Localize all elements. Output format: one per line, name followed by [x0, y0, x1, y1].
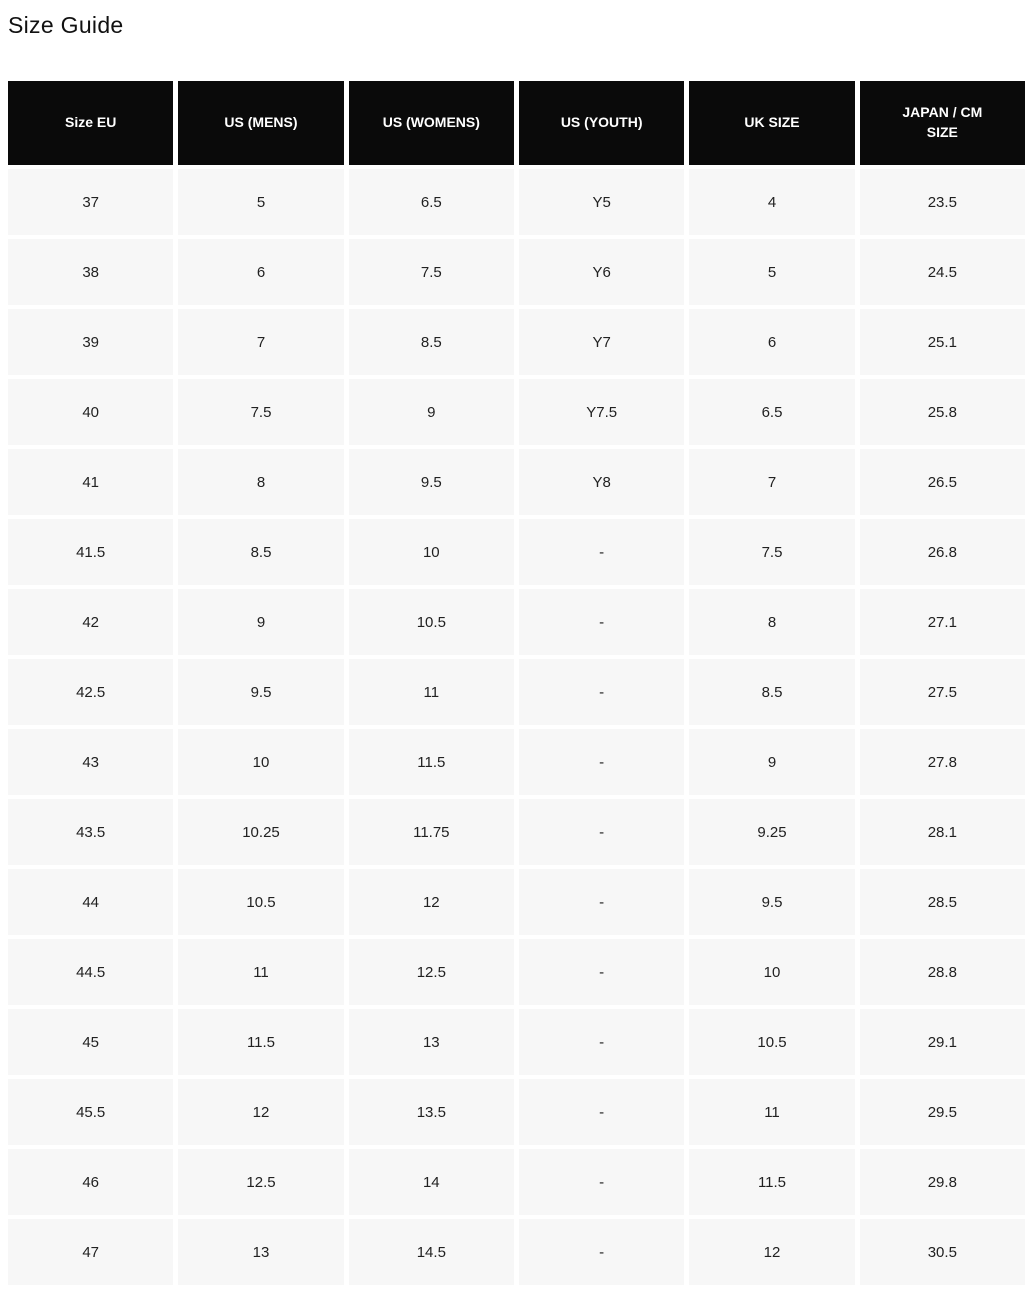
cell-us-womens: 14	[349, 1149, 514, 1215]
cell-us-youth: -	[519, 1079, 684, 1145]
cell-us-mens: 10	[178, 729, 343, 795]
cell-us-womens: 14.5	[349, 1219, 514, 1285]
cell-us-womens: 10	[349, 519, 514, 585]
cell-us-youth: -	[519, 659, 684, 725]
cell-size-eu: 44	[8, 869, 173, 935]
cell-us-mens: 10.25	[178, 799, 343, 865]
cell-us-youth: Y5	[519, 169, 684, 235]
cell-uk-size: 7	[689, 449, 854, 515]
cell-us-mens: 5	[178, 169, 343, 235]
cell-uk-size: 11	[689, 1079, 854, 1145]
cell-uk-size: 6	[689, 309, 854, 375]
cell-size-eu: 45.5	[8, 1079, 173, 1145]
column-header-us-womens: US (WOMENS)	[349, 81, 514, 165]
cell-us-youth: -	[519, 869, 684, 935]
cell-size-eu: 40	[8, 379, 173, 445]
cell-uk-size: 12	[689, 1219, 854, 1285]
cell-uk-size: 9	[689, 729, 854, 795]
cell-size-eu: 47	[8, 1219, 173, 1285]
cell-size-eu: 42	[8, 589, 173, 655]
cell-japan-cm-size: 25.1	[860, 309, 1025, 375]
cell-japan-cm-size: 28.8	[860, 939, 1025, 1005]
cell-size-eu: 41	[8, 449, 173, 515]
page-title: Size Guide	[8, 12, 124, 38]
cell-us-youth: -	[519, 1219, 684, 1285]
cell-us-mens: 13	[178, 1219, 343, 1285]
cell-us-mens: 11.5	[178, 1009, 343, 1075]
cell-us-womens: 6.5	[349, 169, 514, 235]
cell-us-mens: 11	[178, 939, 343, 1005]
cell-uk-size: 4	[689, 169, 854, 235]
cell-us-mens: 12	[178, 1079, 343, 1145]
cell-japan-cm-size: 25.8	[860, 379, 1025, 445]
cell-us-womens: 12	[349, 869, 514, 935]
cell-japan-cm-size: 29.8	[860, 1149, 1025, 1215]
cell-us-youth: -	[519, 799, 684, 865]
cell-us-womens: 13	[349, 1009, 514, 1075]
cell-us-youth: Y8	[519, 449, 684, 515]
cell-us-youth: -	[519, 519, 684, 585]
cell-uk-size: 6.5	[689, 379, 854, 445]
cell-size-eu: 38	[8, 239, 173, 305]
cell-japan-cm-size: 28.5	[860, 869, 1025, 935]
cell-us-mens: 10.5	[178, 869, 343, 935]
cell-us-mens: 8	[178, 449, 343, 515]
column-header-us-youth: US (YOUTH)	[519, 81, 684, 165]
cell-japan-cm-size: 23.5	[860, 169, 1025, 235]
cell-uk-size: 7.5	[689, 519, 854, 585]
cell-us-womens: 9	[349, 379, 514, 445]
cell-us-womens: 7.5	[349, 239, 514, 305]
cell-size-eu: 46	[8, 1149, 173, 1215]
cell-us-womens: 8.5	[349, 309, 514, 375]
cell-uk-size: 10	[689, 939, 854, 1005]
cell-uk-size: 8.5	[689, 659, 854, 725]
cell-us-womens: 11.75	[349, 799, 514, 865]
cell-size-eu: 41.5	[8, 519, 173, 585]
cell-us-youth: Y7.5	[519, 379, 684, 445]
size-guide-table	[8, 81, 1025, 1285]
cell-us-youth: Y6	[519, 239, 684, 305]
cell-us-womens: 10.5	[349, 589, 514, 655]
cell-us-youth: -	[519, 1009, 684, 1075]
cell-uk-size: 5	[689, 239, 854, 305]
cell-japan-cm-size: 29.5	[860, 1079, 1025, 1145]
cell-us-mens: 7.5	[178, 379, 343, 445]
cell-japan-cm-size: 29.1	[860, 1009, 1025, 1075]
cell-japan-cm-size: 28.1	[860, 799, 1025, 865]
cell-japan-cm-size: 27.1	[860, 589, 1025, 655]
cell-us-womens: 12.5	[349, 939, 514, 1005]
cell-us-womens: 11	[349, 659, 514, 725]
cell-japan-cm-size: 27.5	[860, 659, 1025, 725]
column-header-size-eu: Size EU	[8, 81, 173, 165]
cell-uk-size: 10.5	[689, 1009, 854, 1075]
column-header-us-mens: US (MENS)	[178, 81, 343, 165]
cell-us-youth: -	[519, 1149, 684, 1215]
cell-us-youth: -	[519, 589, 684, 655]
cell-uk-size: 8	[689, 589, 854, 655]
cell-us-womens: 9.5	[349, 449, 514, 515]
cell-us-womens: 13.5	[349, 1079, 514, 1145]
cell-japan-cm-size: 26.8	[860, 519, 1025, 585]
cell-us-mens: 7	[178, 309, 343, 375]
cell-us-youth: -	[519, 939, 684, 1005]
cell-size-eu: 44.5	[8, 939, 173, 1005]
cell-us-mens: 12.5	[178, 1149, 343, 1215]
cell-us-youth: -	[519, 729, 684, 795]
cell-japan-cm-size: 27.8	[860, 729, 1025, 795]
cell-uk-size: 11.5	[689, 1149, 854, 1215]
cell-us-mens: 6	[178, 239, 343, 305]
cell-size-eu: 43.5	[8, 799, 173, 865]
cell-uk-size: 9.25	[689, 799, 854, 865]
cell-japan-cm-size: 26.5	[860, 449, 1025, 515]
cell-size-eu: 37	[8, 169, 173, 235]
cell-us-mens: 8.5	[178, 519, 343, 585]
cell-us-mens: 9.5	[178, 659, 343, 725]
cell-uk-size: 9.5	[689, 869, 854, 935]
column-header-uk-size: UK SIZE	[689, 81, 854, 165]
cell-size-eu: 39	[8, 309, 173, 375]
cell-japan-cm-size: 30.5	[860, 1219, 1025, 1285]
cell-size-eu: 43	[8, 729, 173, 795]
cell-us-youth: Y7	[519, 309, 684, 375]
cell-japan-cm-size: 24.5	[860, 239, 1025, 305]
cell-size-eu: 42.5	[8, 659, 173, 725]
cell-size-eu: 45	[8, 1009, 173, 1075]
cell-us-womens: 11.5	[349, 729, 514, 795]
cell-us-mens: 9	[178, 589, 343, 655]
column-header-japan-cm-size: JAPAN / CM SIZE	[860, 81, 1025, 165]
